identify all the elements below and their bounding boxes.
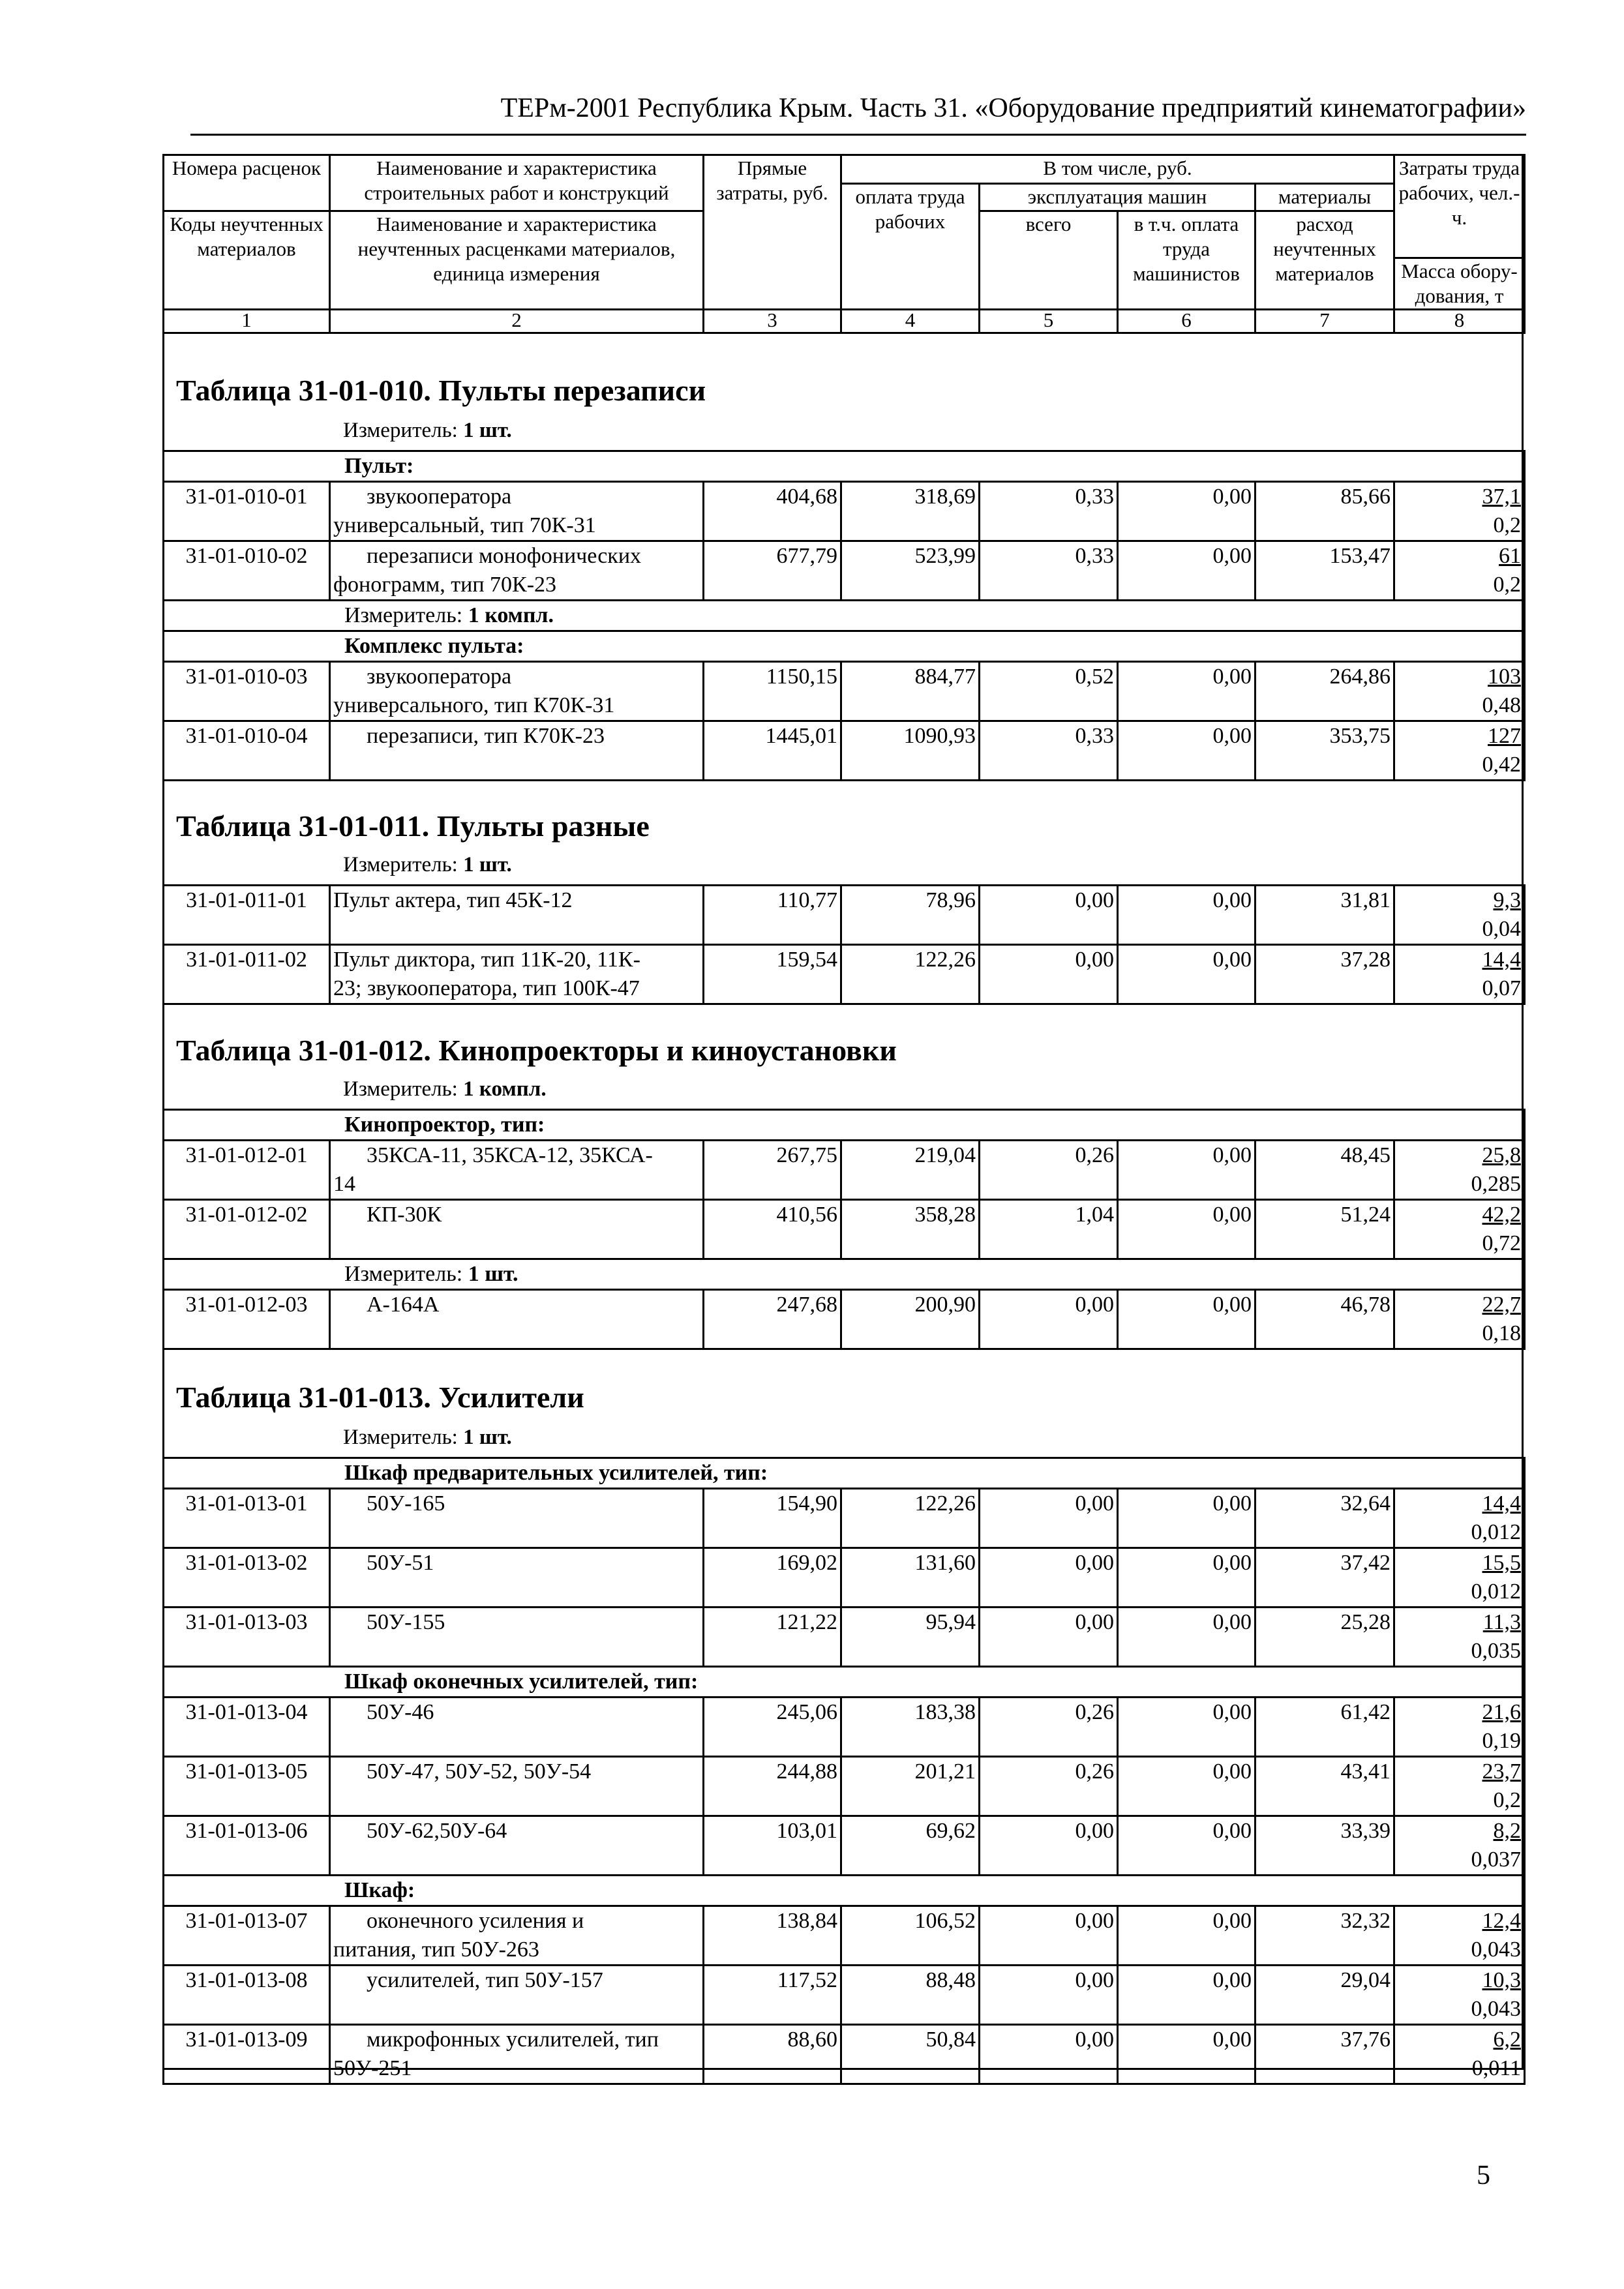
measure-value: 1 шт.	[463, 1426, 512, 1449]
section-table	[162, 1457, 1526, 2085]
measure-label: Измеритель:	[343, 1077, 458, 1101]
table-row	[164, 541, 1525, 601]
col-header-work-name: Наименование и характеристика строительных работ и конструкций	[330, 155, 704, 211]
col-header-worker-pay: оплата труда рабочих	[841, 184, 980, 310]
measure-value: 1 шт.	[463, 419, 512, 442]
labor-hours: 12,4	[1482, 1909, 1521, 1933]
table-row	[164, 1290, 1525, 1349]
operator-pay: 0,00	[1118, 1757, 1256, 1816]
operator-pay: 0,00	[1118, 1966, 1256, 2025]
rate-name	[330, 1608, 704, 1667]
rate-code: 31-01-010-04	[164, 721, 330, 781]
equipment-mass: 0,42	[1482, 753, 1521, 777]
rate-name-line1: 50У-46	[367, 1700, 434, 1724]
rate-code: 31-01-013-08	[164, 1966, 330, 2025]
rate-code: 31-01-013-02	[164, 1548, 330, 1608]
table-row	[164, 1608, 1525, 1667]
equipment-mass: 0,2	[1493, 573, 1521, 597]
operator-pay: 0,00	[1118, 1200, 1256, 1259]
operator-pay: 0,00	[1118, 1141, 1256, 1200]
worker-pay: 122,26	[841, 1489, 980, 1548]
materials-cost: 153,47	[1256, 541, 1394, 601]
operator-pay: 0,00	[1118, 1489, 1256, 1548]
section-title: Таблица 31-01-013. Усилители	[176, 1381, 584, 1414]
machines-total: 0,52	[980, 662, 1118, 721]
materials-cost: 37,42	[1256, 1548, 1394, 1608]
rate-name-line1: Пульт диктора, тип 11К-20, 11К-	[333, 948, 640, 972]
machines-total: 0,26	[980, 1141, 1118, 1200]
labor-hours: 6,2	[1493, 2027, 1521, 2052]
table-row	[164, 482, 1525, 541]
worker-pay: 200,90	[841, 1290, 980, 1349]
labor-and-mass	[1394, 1816, 1525, 1876]
col-header-material-codes: Коды неучтенных материалов	[164, 211, 330, 310]
labor-and-mass	[1394, 886, 1525, 945]
section-title: Таблица 31-01-011. Пульты разные	[176, 809, 650, 843]
rate-name-line1: Пульт актера, тип 45К-12	[333, 888, 573, 912]
labor-and-mass	[1394, 1489, 1525, 1548]
col-header-machines: эксплуатация машин	[980, 184, 1256, 211]
col-number: 2	[330, 310, 704, 333]
equipment-mass: 0,012	[1471, 1579, 1521, 1604]
materials-cost: 51,24	[1256, 1200, 1394, 1259]
labor-and-mass	[1394, 1757, 1525, 1816]
rate-name-line2: универсальный, тип 70К-31	[333, 513, 596, 537]
col-header-including: В том числе, руб.	[841, 155, 1394, 184]
equipment-mass: 0,043	[1471, 1937, 1521, 1962]
measure-value: 1 шт.	[468, 1262, 519, 1286]
rate-code: 31-01-013-01	[164, 1489, 330, 1548]
rate-name-line1: звукооператора	[367, 665, 512, 689]
section-table	[162, 884, 1526, 1005]
worker-pay: 95,94	[841, 1608, 980, 1667]
col-header-labor-hours: Затраты труда рабочих, чел.-ч.	[1394, 155, 1525, 258]
labor-hours: 8,2	[1493, 1819, 1521, 1843]
section-title: Таблица 31-01-010. Пульты перезаписи	[176, 374, 706, 407]
direct-costs: 244,88	[704, 1757, 841, 1816]
table-row	[164, 1548, 1525, 1608]
rate-code: 31-01-010-02	[164, 541, 330, 601]
labor-hours: 21,6	[1482, 1700, 1521, 1724]
machines-total: 0,00	[980, 1548, 1118, 1608]
equipment-mass: 0,18	[1482, 1321, 1521, 1345]
rate-name	[330, 1757, 704, 1816]
machines-total: 0,00	[980, 1906, 1118, 1966]
equipment-mass: 0,04	[1482, 917, 1521, 941]
labor-hours: 22,7	[1482, 1293, 1521, 1317]
equipment-mass: 0,012	[1471, 1520, 1521, 1544]
labor-and-mass	[1394, 1548, 1525, 1608]
section-table	[162, 450, 1526, 781]
operator-pay: 0,00	[1118, 2025, 1256, 2084]
rate-name-line1: микрофонных усилителей, тип	[367, 2027, 659, 2052]
worker-pay: 523,99	[841, 541, 980, 601]
labor-hours: 14,4	[1482, 1491, 1521, 1516]
direct-costs: 121,22	[704, 1608, 841, 1667]
equipment-mass: 0,037	[1471, 1848, 1521, 1872]
col-number: 8	[1394, 310, 1525, 333]
equipment-mass: 0,043	[1471, 1997, 1521, 2021]
labor-hours: 14,4	[1482, 948, 1521, 972]
measure-row	[164, 1259, 1525, 1290]
group-label: Пульт:	[164, 451, 1525, 482]
equipment-mass: 0,011	[1471, 2056, 1521, 2080]
labor-hours: 25,8	[1482, 1143, 1521, 1167]
section-table	[162, 1109, 1526, 1350]
col-header-machines-total: всего	[980, 211, 1118, 310]
labor-hours: 61	[1499, 544, 1521, 568]
col-number: 5	[980, 310, 1118, 333]
labor-hours: 9,3	[1493, 888, 1521, 912]
col-number: 6	[1118, 310, 1256, 333]
worker-pay: 884,77	[841, 662, 980, 721]
labor-hours: 127	[1488, 724, 1521, 748]
table-row	[164, 1489, 1525, 1548]
measure-value: 1 шт.	[463, 853, 512, 876]
worker-pay: 106,52	[841, 1906, 980, 1966]
equipment-mass: 0,035	[1471, 1639, 1521, 1663]
table-row	[164, 1906, 1525, 1966]
column-header-table	[162, 154, 1526, 334]
table-row	[164, 1200, 1525, 1259]
materials-cost: 85,66	[1256, 482, 1394, 541]
group-label: Шкаф предварительных усилителей, тип:	[164, 1458, 1525, 1489]
rate-name-line1: оконечного усиления и	[367, 1909, 584, 1933]
labor-and-mass	[1394, 482, 1525, 541]
rate-code: 31-01-011-02	[164, 945, 330, 1004]
rate-name-line1: 35КСА-11, 35КСА-12, 35КСА-	[367, 1143, 653, 1167]
labor-hours: 23,7	[1482, 1759, 1521, 1784]
rate-name-line1: 50У-51	[367, 1551, 434, 1575]
rate-name	[330, 2025, 704, 2084]
table-row	[164, 945, 1525, 1004]
labor-hours: 11,3	[1482, 1610, 1521, 1634]
rate-name	[330, 482, 704, 541]
table-row	[164, 1966, 1525, 2025]
operator-pay: 0,00	[1118, 886, 1256, 945]
direct-costs: 154,90	[704, 1489, 841, 1548]
table-row	[164, 721, 1525, 781]
rate-name	[330, 945, 704, 1004]
table-row	[164, 1816, 1525, 1876]
direct-costs: 169,02	[704, 1548, 841, 1608]
measure-value: 1 компл.	[463, 1077, 547, 1101]
equipment-mass: 0,48	[1482, 693, 1521, 717]
direct-costs: 245,06	[704, 1698, 841, 1757]
rate-name-line1: звукооператора	[367, 485, 512, 509]
operator-pay: 0,00	[1118, 721, 1256, 781]
rate-name-line1: 50У-155	[367, 1610, 445, 1634]
rate-name-line1: перезаписи, тип К70К-23	[367, 724, 605, 748]
rate-name	[330, 1698, 704, 1757]
labor-and-mass	[1394, 662, 1525, 721]
machines-total: 0,00	[980, 886, 1118, 945]
measure-line	[343, 1077, 547, 1101]
machines-total: 0,00	[980, 2025, 1118, 2084]
direct-costs: 110,77	[704, 886, 841, 945]
rate-name-line1: перезаписи монофонических	[367, 544, 642, 568]
rate-name-line2: 14	[333, 1172, 355, 1196]
labor-and-mass	[1394, 945, 1525, 1004]
rate-name-line2: питания, тип 50У-263	[333, 1937, 539, 1962]
direct-costs: 88,60	[704, 2025, 841, 2084]
document-header-title: ТЕРм-2001 Республика Крым. Часть 31. «Оборудование предприятий кинематографии»	[500, 93, 1526, 123]
rate-name-line1: 50У-165	[367, 1491, 445, 1516]
machines-total: 0,33	[980, 482, 1118, 541]
equipment-mass: 0,2	[1493, 513, 1521, 537]
operator-pay: 0,00	[1118, 1906, 1256, 1966]
rate-name	[330, 1489, 704, 1548]
table-row	[164, 662, 1525, 721]
measure-row	[164, 601, 1525, 631]
measure-label: Измеритель:	[343, 853, 458, 876]
machines-total: 1,04	[980, 1200, 1118, 1259]
equipment-mass: 0,72	[1482, 1231, 1521, 1255]
worker-pay: 78,96	[841, 886, 980, 945]
rate-name-line2: фонограмм, тип 70К-23	[333, 573, 557, 597]
rate-code: 31-01-012-01	[164, 1141, 330, 1200]
rate-code: 31-01-012-03	[164, 1290, 330, 1349]
labor-and-mass	[1394, 1906, 1525, 1966]
materials-cost: 61,42	[1256, 1698, 1394, 1757]
rate-name	[330, 1966, 704, 2025]
direct-costs: 267,75	[704, 1141, 841, 1200]
worker-pay: 358,28	[841, 1200, 980, 1259]
direct-costs: 138,84	[704, 1906, 841, 1966]
rate-name	[330, 1548, 704, 1608]
materials-cost: 29,04	[1256, 1966, 1394, 2025]
col-header-direct-costs: Прямые затраты, руб.	[704, 155, 841, 310]
section-title: Таблица 31-01-012. Кинопроекторы и киноустановки	[176, 1034, 897, 1067]
rate-name	[330, 1290, 704, 1349]
equipment-mass: 0,07	[1482, 976, 1521, 1000]
rate-code: 31-01-013-04	[164, 1698, 330, 1757]
rate-name	[330, 662, 704, 721]
equipment-mass: 0,19	[1482, 1729, 1521, 1753]
measure-line	[343, 419, 512, 443]
operator-pay: 0,00	[1118, 541, 1256, 601]
labor-hours: 42,2	[1482, 1203, 1521, 1227]
table-row	[164, 2025, 1525, 2084]
labor-and-mass	[1394, 1290, 1525, 1349]
machines-total: 0,26	[980, 1757, 1118, 1816]
direct-costs: 247,68	[704, 1290, 841, 1349]
rate-code: 31-01-010-03	[164, 662, 330, 721]
machines-total: 0,00	[980, 1489, 1118, 1548]
worker-pay: 318,69	[841, 482, 980, 541]
materials-cost: 32,32	[1256, 1906, 1394, 1966]
col-header-equipment-mass: Масса обору-дования, т	[1394, 258, 1525, 310]
equipment-mass: 0,285	[1471, 1172, 1521, 1196]
labor-and-mass	[1394, 1966, 1525, 2025]
worker-pay: 50,84	[841, 2025, 980, 2084]
rate-code: 31-01-013-06	[164, 1816, 330, 1876]
col-header-materials: материалы	[1256, 184, 1394, 211]
direct-costs: 159,54	[704, 945, 841, 1004]
measure-label: Измеритель:	[344, 1262, 463, 1286]
worker-pay: 131,60	[841, 1548, 980, 1608]
labor-and-mass	[1394, 721, 1525, 781]
worker-pay: 183,38	[841, 1698, 980, 1757]
materials-cost: 46,78	[1256, 1290, 1394, 1349]
rate-name-line2: 50У-251	[333, 2056, 412, 2080]
col-number: 7	[1256, 310, 1394, 333]
labor-hours: 103	[1488, 665, 1521, 689]
materials-cost: 43,41	[1256, 1757, 1394, 1816]
rate-name-line1: А-164А	[367, 1293, 440, 1317]
materials-cost: 32,64	[1256, 1489, 1394, 1548]
rate-code: 31-01-013-09	[164, 2025, 330, 2084]
operator-pay: 0,00	[1118, 945, 1256, 1004]
table-row	[164, 1698, 1525, 1757]
labor-and-mass	[1394, 1608, 1525, 1667]
rate-code: 31-01-011-01	[164, 886, 330, 945]
rate-code: 31-01-012-02	[164, 1200, 330, 1259]
labor-and-mass	[1394, 1698, 1525, 1757]
machines-total: 0,00	[980, 1290, 1118, 1349]
materials-cost: 37,76	[1256, 2025, 1394, 2084]
direct-costs: 410,56	[704, 1200, 841, 1259]
rate-name-line1: 50У-62,50У-64	[367, 1819, 507, 1843]
direct-costs: 1150,15	[704, 662, 841, 721]
rate-code: 31-01-013-03	[164, 1608, 330, 1667]
rate-name	[330, 886, 704, 945]
labor-hours: 10,3	[1482, 1968, 1521, 1992]
labor-and-mass	[1394, 541, 1525, 601]
col-number: 4	[841, 310, 980, 333]
worker-pay: 69,62	[841, 1816, 980, 1876]
machines-total: 0,26	[980, 1698, 1118, 1757]
rate-code: 31-01-010-01	[164, 482, 330, 541]
worker-pay: 201,21	[841, 1757, 980, 1816]
rate-name	[330, 721, 704, 781]
rate-name	[330, 1200, 704, 1259]
operator-pay: 0,00	[1118, 662, 1256, 721]
materials-cost: 48,45	[1256, 1141, 1394, 1200]
measure-line	[343, 1426, 512, 1450]
machines-total: 0,00	[980, 1816, 1118, 1876]
operator-pay: 0,00	[1118, 1548, 1256, 1608]
direct-costs: 103,01	[704, 1816, 841, 1876]
equipment-mass: 0,2	[1493, 1788, 1521, 1812]
worker-pay: 122,26	[841, 945, 980, 1004]
measure-label: Измеритель:	[343, 1426, 458, 1449]
group-label: Кинопроектор, тип:	[164, 1110, 1525, 1141]
machines-total: 0,33	[980, 721, 1118, 781]
rate-code: 31-01-013-05	[164, 1757, 330, 1816]
direct-costs: 1445,01	[704, 721, 841, 781]
col-number: 1	[164, 310, 330, 333]
worker-pay: 219,04	[841, 1141, 980, 1200]
labor-and-mass	[1394, 2025, 1525, 2084]
direct-costs: 677,79	[704, 541, 841, 601]
labor-and-mass	[1394, 1141, 1525, 1200]
measure-label: Измеритель:	[344, 603, 463, 627]
labor-hours: 15,5	[1482, 1551, 1521, 1575]
measure-value: 1 компл.	[468, 603, 554, 627]
rate-code: 31-01-013-07	[164, 1906, 330, 1966]
operator-pay: 0,00	[1118, 1816, 1256, 1876]
col-number: 3	[704, 310, 841, 333]
measure-line	[343, 853, 512, 877]
group-label: Комплекс пульта:	[164, 631, 1525, 662]
operator-pay: 0,00	[1118, 1698, 1256, 1757]
rate-name-line2: 23; звукооператора, тип 100К-47	[333, 976, 640, 1000]
group-label: Шкаф:	[164, 1876, 1525, 1906]
table-row	[164, 886, 1525, 945]
materials-cost: 353,75	[1256, 721, 1394, 781]
rate-name-line1: КП-30К	[367, 1203, 442, 1227]
materials-cost: 37,28	[1256, 945, 1394, 1004]
rate-name-line1: усилителей, тип 50У-157	[367, 1968, 603, 1992]
measure-label: Измеритель:	[343, 419, 458, 442]
col-header-unaccounted-materials: расход неучтенных материалов	[1256, 211, 1394, 310]
col-header-rate-numbers: Номера расценок	[164, 155, 330, 211]
table-row	[164, 1757, 1525, 1816]
direct-costs: 404,68	[704, 482, 841, 541]
direct-costs: 117,52	[704, 1966, 841, 2025]
col-header-material-names: Наименование и характеристика неучтенных расценками материалов, единица измерения	[330, 211, 704, 310]
col-header-operator-pay: в т.ч. оплата труда машинистов	[1118, 211, 1256, 310]
table-row	[164, 1141, 1525, 1200]
worker-pay: 1090,93	[841, 721, 980, 781]
operator-pay: 0,00	[1118, 1608, 1256, 1667]
machines-total: 0,00	[980, 1966, 1118, 2025]
materials-cost: 25,28	[1256, 1608, 1394, 1667]
worker-pay: 88,48	[841, 1966, 980, 2025]
group-label: Шкаф оконечных усилителей, тип:	[164, 1667, 1525, 1698]
header-rule	[190, 134, 1526, 136]
operator-pay: 0,00	[1118, 482, 1256, 541]
machines-total: 0,00	[980, 1608, 1118, 1667]
materials-cost: 31,81	[1256, 886, 1394, 945]
rate-name-line1: 50У-47, 50У-52, 50У-54	[367, 1759, 592, 1784]
operator-pay: 0,00	[1118, 1290, 1256, 1349]
machines-total: 0,00	[980, 945, 1118, 1004]
rate-name	[330, 1906, 704, 1966]
rate-name	[330, 1141, 704, 1200]
rate-name	[330, 541, 704, 601]
materials-cost: 33,39	[1256, 1816, 1394, 1876]
rate-name-line2: универсального, тип К70К-31	[333, 693, 615, 717]
rate-name	[330, 1816, 704, 1876]
materials-cost: 264,86	[1256, 662, 1394, 721]
labor-and-mass	[1394, 1200, 1525, 1259]
page-number: 5	[1477, 2161, 1490, 2191]
labor-hours: 37,1	[1482, 485, 1521, 509]
machines-total: 0,33	[980, 541, 1118, 601]
